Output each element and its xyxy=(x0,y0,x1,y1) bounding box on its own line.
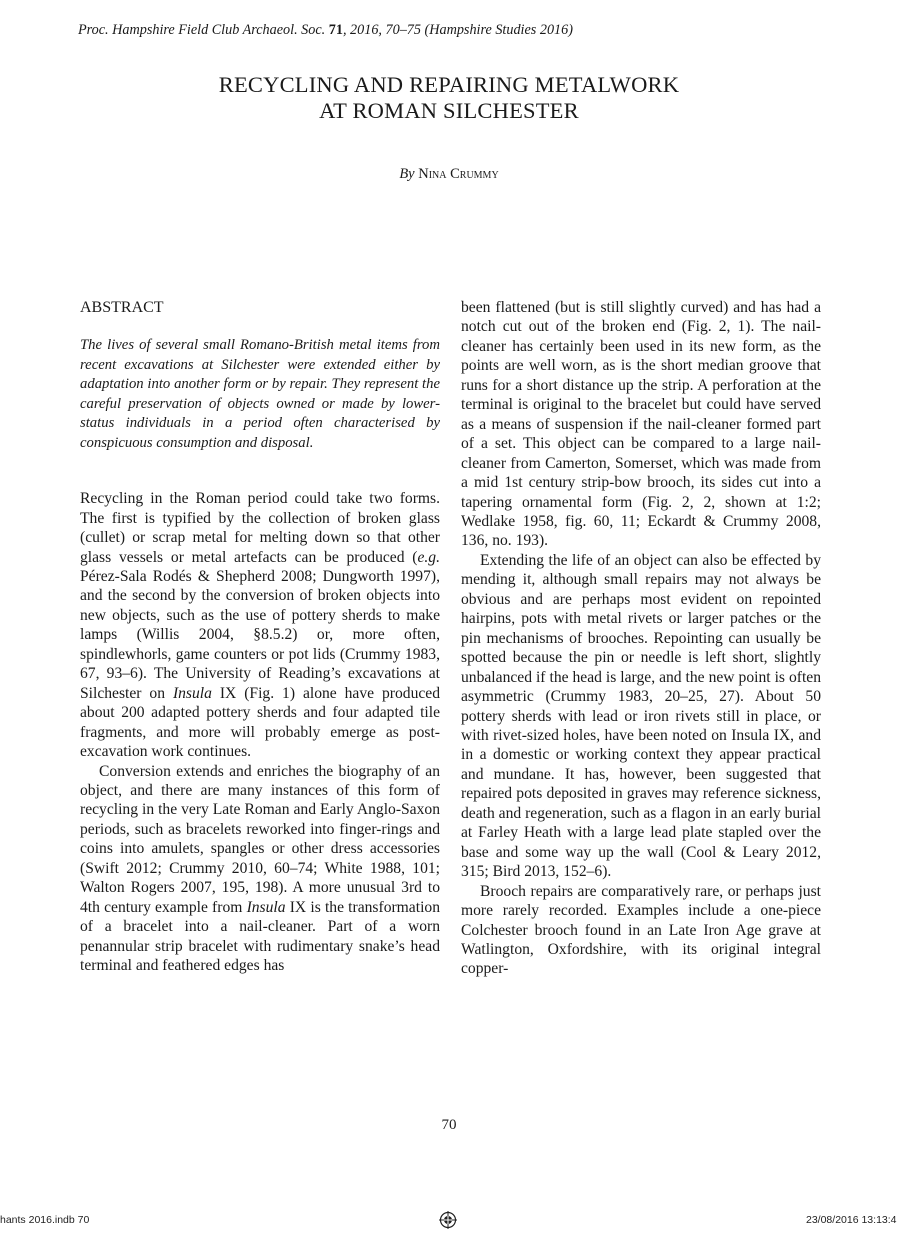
text-run-italic: Insula xyxy=(172,684,212,702)
article-title xyxy=(0,72,898,124)
journal-header xyxy=(78,22,838,39)
abstract-heading: ABSTRACT xyxy=(80,299,164,316)
body-paragraph-4: Extending the life of an object can also be effected by mending it, although small repairs may not always be obvious and are perhaps most evident on repointed hairpins, pots with metal rivets or larger patches or the pin mechanisms of brooches. Repointing can usually be spotted because the pin or needle is left short, slightly unbalanced if the head is large, and the new point is often asymmetric (Crummy 1983, 20–25, 27). About 50 pottery sherds with lead or iron rivets still in place, or with rivet-sized holes, have been noted on Insula IX, and in a domestic or working context they appear practical and mundane. It has, however, been suggested that repaired pots deposited in graves may reference sickness, death and regeneration, such as a flagon in an early burial at Farley Heath with a large lead plate stapled over the base and some way up the wall (Cool & Leary 2012, 315; Bird 2013, 152–6). xyxy=(461,551,821,881)
abstract-text: The lives of several small Romano-British metal items from recent excavations at Silchester were extended either by adaptation into another form or by repair. They represent the careful preservation of objects owned or made by lower-status individuals in a period often characterised by conspicuous consumption and disposal. xyxy=(80,337,440,451)
body-paragraph-3: been flattened (but is still slightly curved) and has had a notch cut out of the broken end (Fig. 2, 1). The nail-cleaner has certainly been used in its new form, as the points are well worn, as is the short median groove that runs for a short distance up the strip. A perforation at the terminal is original to the bracelet but could have served as a means of suspension if the nail-cleaner formed part of a set. This object can be compared to a large nail-cleaner from Camerton, Somerset, which was made from a mid 1st century strip-bow brooch, its sides cut into a tapering ornamental form (Fig. 2, 2, shown at 1:2; Wedlake 1958, fig. 60, 11; Eckardt & Crummy 2008, 136, no. 193). xyxy=(461,299,821,550)
body-paragraph-5: Brooch repairs are comparatively rare, or perhaps just more rarely recorded. Examples include a one-piece Colchester brooch found in an Late Iron Age grave at Watlington, Oxfordshire, with its original integral copper- xyxy=(461,882,821,978)
body-paragraph-2 xyxy=(80,762,440,976)
journal-citation: Proc. Hampshire Field Club Archaeol. Soc. xyxy=(78,22,326,38)
journal-citation-tail: , 2016, 70–75 (Hampshire Studies 2016) xyxy=(342,22,573,38)
text-run: IX (Fig. 1) alone have produced about 200 adapted pottery sherds and four adapted tile fragments, and more will probably emerge as post-excavation work continues. xyxy=(80,684,441,761)
text-run: Conversion extends and enriches the biography of an object, and there are many instances of this form of recycling in the very Late Roman and Early Anglo-Saxon periods, such as bracelets reworked into finger-rings and coins into amulets, spangles or other dress accessories (Swift 2012; Crummy 2010, 60–74; White 1988, 101; Walton Rogers 2007, 195, 198). A more unusual 3rd to 4th century example from xyxy=(80,762,440,916)
volume-number: 71 xyxy=(328,22,343,38)
left-column xyxy=(80,298,440,976)
text-run: IX is the transformation of a bracelet into a nail-cleaner. Part of a worn penannular strip bracelet with rudimentary snake’s head terminal and feathered edges has xyxy=(80,898,440,975)
text-run-italic: e.g. xyxy=(417,548,440,566)
print-slug-right: 23/08/2016 13:13:4 xyxy=(806,1214,897,1226)
byline xyxy=(0,166,898,183)
byline-by: By xyxy=(399,166,415,182)
text-run: Pérez-Sala Rodés & Shepherd 2008; Dungworth 1997), and the second by the conversion of broken objects into new objects, such as the use of pottery sherds to make lamps (Willis 2004, §8.5.2) or, more often, spindlewhorls, game counters or pot lids (Crummy 1983, 67, 93–6). The University of Reading’s excavations at Silchester on xyxy=(80,567,440,702)
title-line-1: RECYCLING AND REPAIRING METALWORK xyxy=(218,72,680,97)
author-name: Nina Crummy xyxy=(418,166,499,182)
text-run-italic: Insula xyxy=(246,898,286,916)
right-column xyxy=(461,298,821,979)
page-number: 70 xyxy=(441,1117,457,1133)
body-paragraph-1 xyxy=(80,489,440,761)
registration-mark-icon xyxy=(439,1211,457,1229)
print-slug-left: hants 2016.indb 70 xyxy=(0,1214,90,1226)
title-line-2: AT ROMAN SILCHESTER xyxy=(319,98,579,123)
text-run: Recycling in the Roman period could take two forms. The first is typified by the collection of broken glass (cullet) or scrap metal for melting down so that other glass vessels or metal artefacts can be produced ( xyxy=(80,490,440,566)
